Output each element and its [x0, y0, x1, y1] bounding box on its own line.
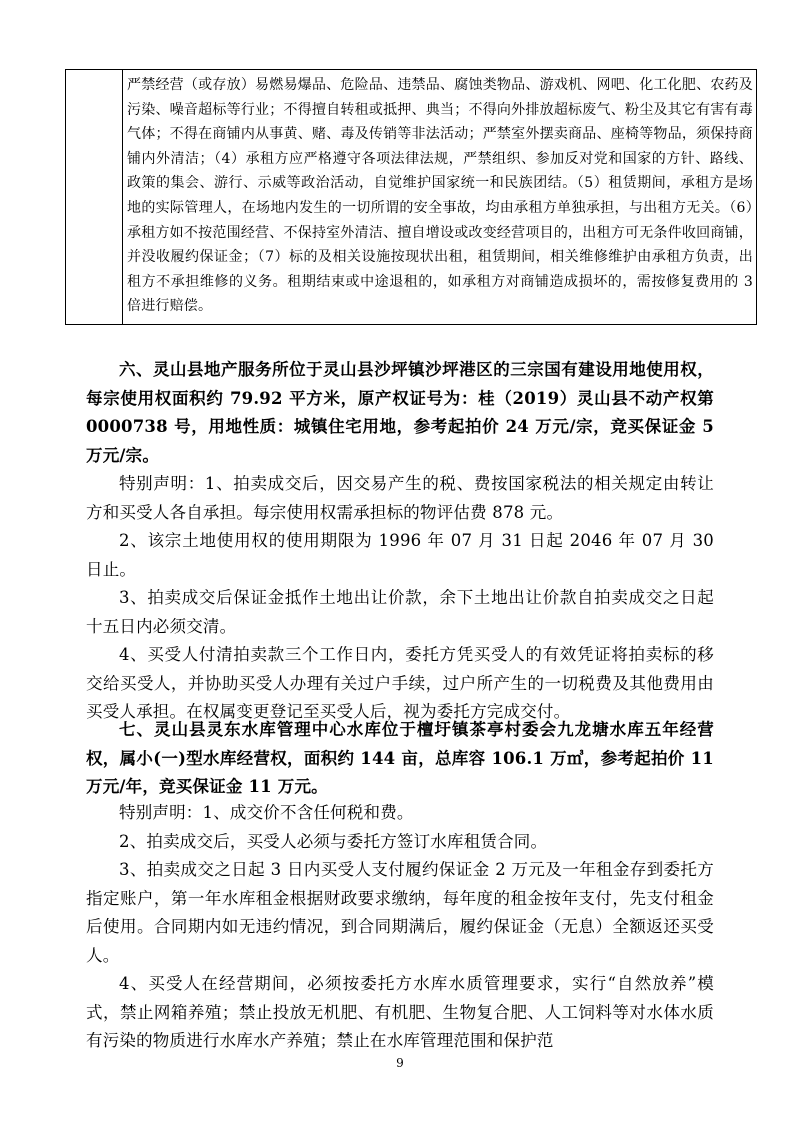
section-6-note-1: 特别声明：1、拍卖成交后，因交易产生的税、费按国家税法的相关规定由转让方和买受人各自承担。每宗使用权需承担标的物评估费 878 元。 [86, 474, 714, 522]
section-7-notes [86, 799, 714, 1056]
table-cell-text: 严禁经营（或存放）易燃易爆品、危险品、违禁品、腐蚀类物品、游戏机、网吧、化工化肥、农药及污染、噪音超标等行业；不得擅自转租或抵押、典当；不得向外排放超标废气、粉尘及其它有害有毒气体；不得在商铺内从事黄、赌、毒及传销等非法活动；严禁室外摆卖商品、座椅等物品，须保持商铺内外清洁；（4）承租方应严格遵守各项法律法规，严禁组织、参加反对党和国家的方针、路线、政策的集会、游行、示威等政治活动，自觉维护国家统一和民族团结。（5）租赁期间，承租方是场地的实际管理人，在场地内发生的一切所谓的安全事故，均由承租方单独承担，与出租方无关。（6）承租方如不按范围经营、不保持室外清洁、擅自增设或改变经营项目的，出租方可无条件收回商铺，并没收履约保证金；（7）标的及相关设施按现状出租，租赁期间，相关维修维护由承租方负责，出租方不承担维修的义务。租期结束或中途退租的，如承租方对商铺造成损坏的，需按修复费用的 3 倍进行赔偿。 [127, 77, 753, 315]
table-left-column [66, 70, 123, 324]
section-6-note-4: 4、买受人付清拍卖款三个工作日内，委托方凭买受人的有效凭证将拍卖标的移交给买受人，并协助买受人办理有关过户手续，过户所产生的一切税费及其他费用由买受人承担。在权属变更登记至买受人后，视为委托方完成交付。 [86, 645, 714, 721]
section-6-note-2: 2、该宗土地使用权的使用期限为 1996 年 07 月 31 日起 2046 年 07 月 30 日止。 [86, 531, 714, 579]
section-6-note-3: 3、拍卖成交后保证金抵作土地出让价款，余下土地出让价款自拍卖成交之日起十五日内必须交清。 [86, 588, 714, 636]
page-number: 9 [396, 1056, 404, 1070]
section-7-note-1: 特别声明：1、成交价不含任何税和费。 [119, 803, 414, 822]
section-7-note-4: 4、买受人在经营期间，必须按委托方水库水质管理要求，实行“自然放养”模式，禁止网箱养殖；禁止投放无机肥、有机肥、生物复合肥、人工饲料等对水体水质有污染的物质进行水库水产养殖；禁止在水库管理范围和保护范 [86, 974, 714, 1050]
section-6-notes [86, 470, 714, 727]
section-6-heading: 六、灵山县地产服务所位于灵山县沙坪镇沙坪港区的三宗国有建设用地使用权，每宗使用权面积约 79.92 平方米，原产权证号为：桂（2019）灵山县不动产权第 0000738 号，用地性质：城镇住宅用地，参考起拍价 24 万元/宗，竞买保证金 5 万元/宗。 [86, 360, 714, 465]
section-7-note-2: 2、拍卖成交后，买受人必须与委托方签订水库租赁合同。 [119, 831, 548, 851]
terms-table [65, 69, 757, 325]
section-7-note-3: 3、拍卖成交之日起 3 日内买受人支付履约保证金 2 万元及一年租金存到委托方指定账户，第一年水库租金根据财政要求缴纳，每年度的租金按年支付，先支付租金后使用。合同期内如无违约情况，到合同期满后，履约保证金（无息）全额返还买受人。 [86, 860, 714, 965]
section-7-heading: 七、灵山县灵东水库管理中心水库位于檀圩镇茶亭村委会九龙塘水库五年经营权，属小(一)型水库经营权，面积约 144 亩，总库容 106.1 万㎥，参考起拍价 11 万元/年，竞买保证金 11 万元。 [86, 720, 714, 796]
